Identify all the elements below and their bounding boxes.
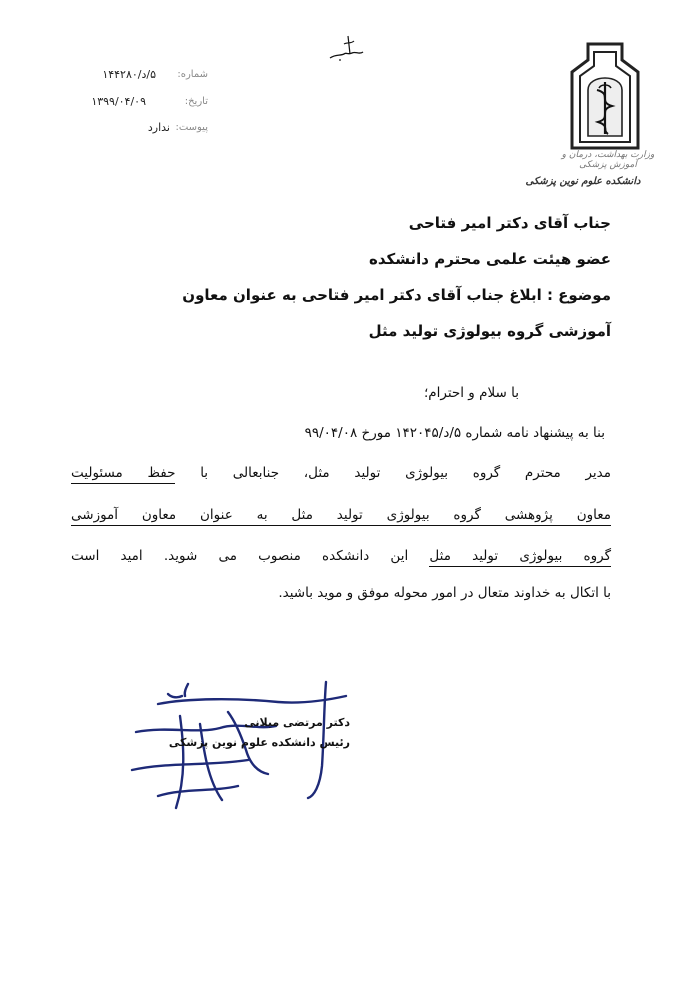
ministry-caption: وزارت بهداشت، درمان و آموزش پزشکی xyxy=(561,150,655,170)
body-line-2 xyxy=(71,465,611,481)
body-line-2-text: مدیر محترم گروه بیولوژی تولید مثل، جنابعالی با xyxy=(200,465,611,481)
number-label: شماره: xyxy=(177,69,208,80)
date-value: ۱۳۹۹/۰۴/۰۹ xyxy=(91,95,146,108)
invocation-calligraphy xyxy=(326,30,366,64)
body-line-4-text: این دانشکده منصوب می شوید. امید است xyxy=(71,548,409,564)
greeting: با سلام و احترام؛ xyxy=(423,385,519,401)
attachment-label: پیوست: xyxy=(175,122,208,133)
meta-attachment xyxy=(68,121,208,137)
body-line-4 xyxy=(71,548,611,564)
body-line-1: بنا به پیشنهاد نامه شماره ۵/د/۱۴۲۰۴۵ مورخ ۹۹/۰۴/۰۸ xyxy=(304,425,605,441)
underlined-phrase-group-name: گروه بیولوژی تولید مثل xyxy=(429,548,611,567)
body-line-3 xyxy=(71,507,611,523)
university-logo xyxy=(566,38,644,150)
body-line-5: با اتکال به خداوند متعال در امور محوله موفق و موید باشید. xyxy=(278,585,611,601)
letter-meta xyxy=(68,68,208,132)
meta-number xyxy=(68,68,208,84)
subject-line-2: آموزشی گروه بیولوژی تولید مثل xyxy=(368,322,611,340)
attachment-value: ندارد xyxy=(147,121,170,134)
school-caption: دانشکده علوم نوین پزشکی xyxy=(525,176,641,187)
recipient-name: جناب آقای دکتر امیر فتاحی xyxy=(408,214,611,232)
underlined-phrase-research-deputy: معاون پژوهشی گروه بیولوژی تولید مثل به عنوان معاون آموزشی xyxy=(71,507,611,526)
date-label: تاریخ: xyxy=(184,96,208,107)
meta-date xyxy=(68,95,208,111)
subject-line-1: موضوع : ابلاغ جناب آقای دکتر امیر فتاحی به عنوان معاون xyxy=(182,286,611,304)
signatory-name: دکتر مرتضی میلانی xyxy=(244,716,350,729)
underlined-phrase-keep-responsibility: حفظ مسئولیت xyxy=(71,465,175,484)
number-value: ۵/د/۱۴۴۲۸۰ xyxy=(102,68,156,81)
signatory-title: رئیس دانشکده علوم نوین پزشکی xyxy=(168,736,350,749)
recipient-position: عضو هیئت علمی محترم دانشکده xyxy=(369,250,611,268)
